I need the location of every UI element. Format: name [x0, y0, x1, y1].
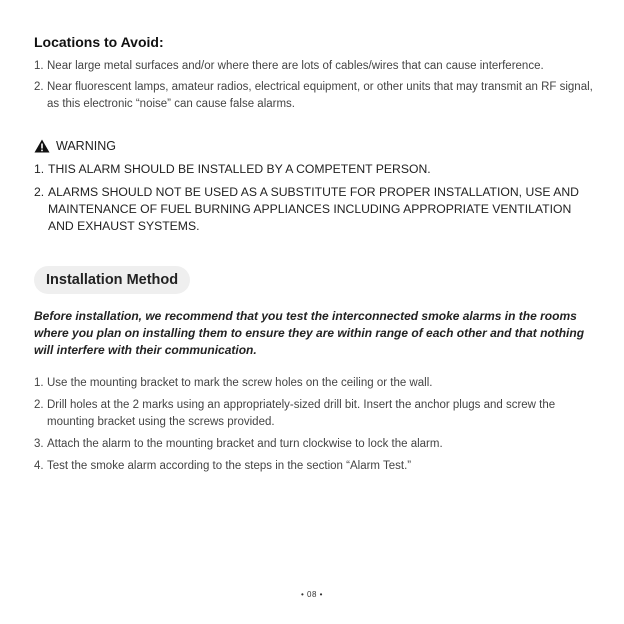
list-text: Drill holes at the 2 marks using an appropriately-sized drill bit. Insert the anchor plugs and screw the mounting bracket using the screws provided. — [47, 399, 556, 428]
list-text: THIS ALARM SHOULD BE INSTALLED BY A COMPETENT PERSON. — [48, 162, 431, 176]
list-item — [34, 184, 594, 235]
list-number: 2. — [34, 399, 44, 411]
list-text: Near fluorescent lamps, amateur radios, electrical equipment, or other units that may transmit an RF signal, as this electronic “noise” can cause false alarms. — [47, 81, 593, 110]
list-number: 2. — [34, 81, 44, 93]
warning-label: WARNING — [56, 139, 116, 153]
locations-list — [34, 58, 594, 113]
list-item — [34, 458, 594, 475]
list-text: Test the smoke alarm according to the steps in the section “Alarm Test.” — [47, 460, 412, 472]
manual-page — [34, 32, 594, 480]
warning-list — [34, 161, 594, 235]
list-text: Use the mounting bracket to mark the screw holes on the ceiling or the wall. — [47, 377, 433, 389]
warning-triangle-icon — [34, 139, 50, 153]
locations-heading: Locations to Avoid: — [34, 34, 164, 50]
list-item — [34, 58, 594, 75]
installation-intro: Before installation, we recommend that you test the interconnected smoke alarms in the rooms where you plan on installing them to ensure they are within range of each other and that nothing will interfere with their communication. — [34, 309, 585, 357]
list-number: 2. — [34, 185, 45, 199]
list-item — [34, 397, 594, 431]
list-item — [34, 79, 594, 113]
list-text: Near large metal surfaces and/or where there are lots of cables/wires that can cause interference. — [47, 60, 544, 72]
list-number: 1. — [34, 162, 45, 176]
list-item — [34, 436, 594, 453]
page-number: • 08 • — [301, 590, 323, 599]
list-item — [34, 375, 594, 392]
warning-heading — [34, 137, 594, 155]
list-item — [34, 161, 594, 178]
list-number: 1. — [34, 60, 44, 72]
list-text: ALARMS SHOULD NOT BE USED AS A SUBSTITUTE FOR PROPER INSTALLATION, USE AND MAINTENANCE OF FUEL BURNING APPLIANCES INCLUDING APPROPRIATE VENTILATION AND EXHAUST SYSTEMS. — [48, 185, 579, 233]
list-number: 4. — [34, 460, 44, 472]
installation-heading: Installation Method — [34, 266, 190, 294]
list-number: 3. — [34, 438, 44, 450]
list-number: 1. — [34, 377, 44, 389]
list-text: Attach the alarm to the mounting bracket and turn clockwise to lock the alarm. — [47, 438, 443, 450]
installation-steps — [34, 375, 594, 475]
